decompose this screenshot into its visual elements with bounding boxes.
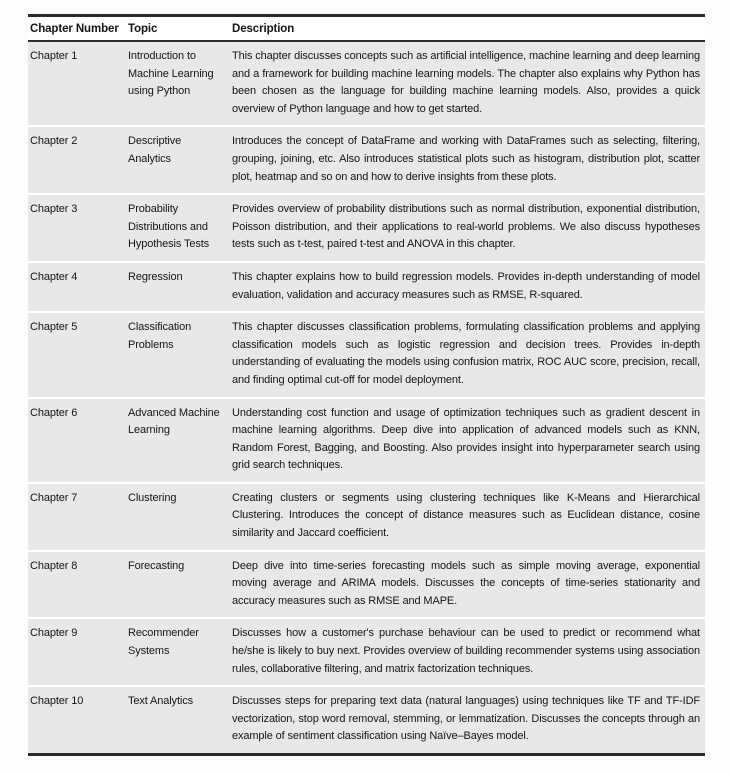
chapter-number-cell: Chapter 4 xyxy=(28,262,126,312)
description-cell: This chapter discusses concepts such as artificial intelligence, machine learning and deep learning and a framework for building machine learning models. The chapter also explains why Python has been chosen as the language for building machine learning models. Also, provides a quick overview of Python language and how to get started. xyxy=(230,41,705,126)
table-row xyxy=(28,262,705,312)
table-row xyxy=(28,551,705,619)
chapters-overview-table xyxy=(28,14,705,756)
chapter-number-cell: Chapter 6 xyxy=(28,398,126,483)
description-cell: Deep dive into time-series forecasting models such as simple moving average, exponential moving average and ARIMA models. Discusses the concepts of time-series stationarity and accuracy measures such as RMSE and MAPE. xyxy=(230,551,705,619)
column-header-chapter-number: Chapter Number xyxy=(28,16,126,42)
topic-cell: Advanced Machine Learning xyxy=(126,398,230,483)
table-row xyxy=(28,126,705,194)
topic-cell: Clustering xyxy=(126,483,230,551)
column-header-description: Description xyxy=(230,16,705,42)
table-row xyxy=(28,312,705,397)
topic-cell: Text Analytics xyxy=(126,686,230,754)
description-cell: This chapter explains how to build regression models. Provides in-depth understanding of model evaluation, validation and accuracy measures such as RMSE, R-squared. xyxy=(230,262,705,312)
description-cell: This chapter discusses classification problems, formulating classification problems and applying classification models such as logistic regression and decision trees. Provides in-depth understanding of evaluating the models using confusion matrix, ROC AUC score, precision, recall, and finding optimal cut-off for model deployment. xyxy=(230,312,705,397)
table-row xyxy=(28,618,705,686)
description-cell: Introduces the concept of DataFrame and working with DataFrames such as selecting, filtering, grouping, joining, etc. Also introduces statistical plots such as histogram, distribution plot, scatter plot, heatmap and so on and how to derive insights from these plots. xyxy=(230,126,705,194)
topic-cell: Forecasting xyxy=(126,551,230,619)
chapter-number-cell: Chapter 3 xyxy=(28,194,126,262)
description-cell: Discusses steps for preparing text data (natural languages) using techniques like TF and TF-IDF vectorization, stop word removal, stemming, or lemmatization. Discusses the concepts through an example of sentiment classification using Naïve–Bayes model. xyxy=(230,686,705,754)
topic-cell: Descriptive Analytics xyxy=(126,126,230,194)
table-header-row xyxy=(28,16,705,42)
chapter-number-cell: Chapter 9 xyxy=(28,618,126,686)
table-row xyxy=(28,41,705,126)
chapter-number-cell: Chapter 5 xyxy=(28,312,126,397)
topic-cell: Probability Distributions and Hypothesis Tests xyxy=(126,194,230,262)
table-row xyxy=(28,483,705,551)
topic-cell: Introduction to Machine Learning using Python xyxy=(126,41,230,126)
chapter-number-cell: Chapter 1 xyxy=(28,41,126,126)
chapter-number-cell: Chapter 7 xyxy=(28,483,126,551)
column-header-topic: Topic xyxy=(126,16,230,42)
chapter-number-cell: Chapter 10 xyxy=(28,686,126,754)
table-row xyxy=(28,398,705,483)
topic-cell: Classification Problems xyxy=(126,312,230,397)
table-row xyxy=(28,686,705,754)
topic-cell: Regression xyxy=(126,262,230,312)
description-cell: Discusses how a customer's purchase behaviour can be used to predict or recommend what he/she is likely to buy next. Provides overview of building recommender systems using association rules, collaborative filtering, and matrix factorization techniques. xyxy=(230,618,705,686)
table-row xyxy=(28,194,705,262)
topic-cell: Recommender Systems xyxy=(126,618,230,686)
chapter-number-cell: Chapter 2 xyxy=(28,126,126,194)
chapter-number-cell: Chapter 8 xyxy=(28,551,126,619)
description-cell: Provides overview of probability distributions such as normal distribution, exponential distribution, Poisson distribution, and their applications to real-world problems. We also discuss hypotheses tests such as t-test, paired t-test and ANOVA in this chapter. xyxy=(230,194,705,262)
description-cell: Creating clusters or segments using clustering techniques like K-Means and Hierarchical Clustering. Introduces the concept of distance measures such as Euclidean distance, cosine similarity and Jaccard coefficient. xyxy=(230,483,705,551)
description-cell: Understanding cost function and usage of optimization techniques such as gradient descent in machine learning algorithms. Deep dive into application of advanced models such as KNN, Random Forest, Bagging, and Boosting. Also provides insight into hyperparameter search using grid search techniques. xyxy=(230,398,705,483)
